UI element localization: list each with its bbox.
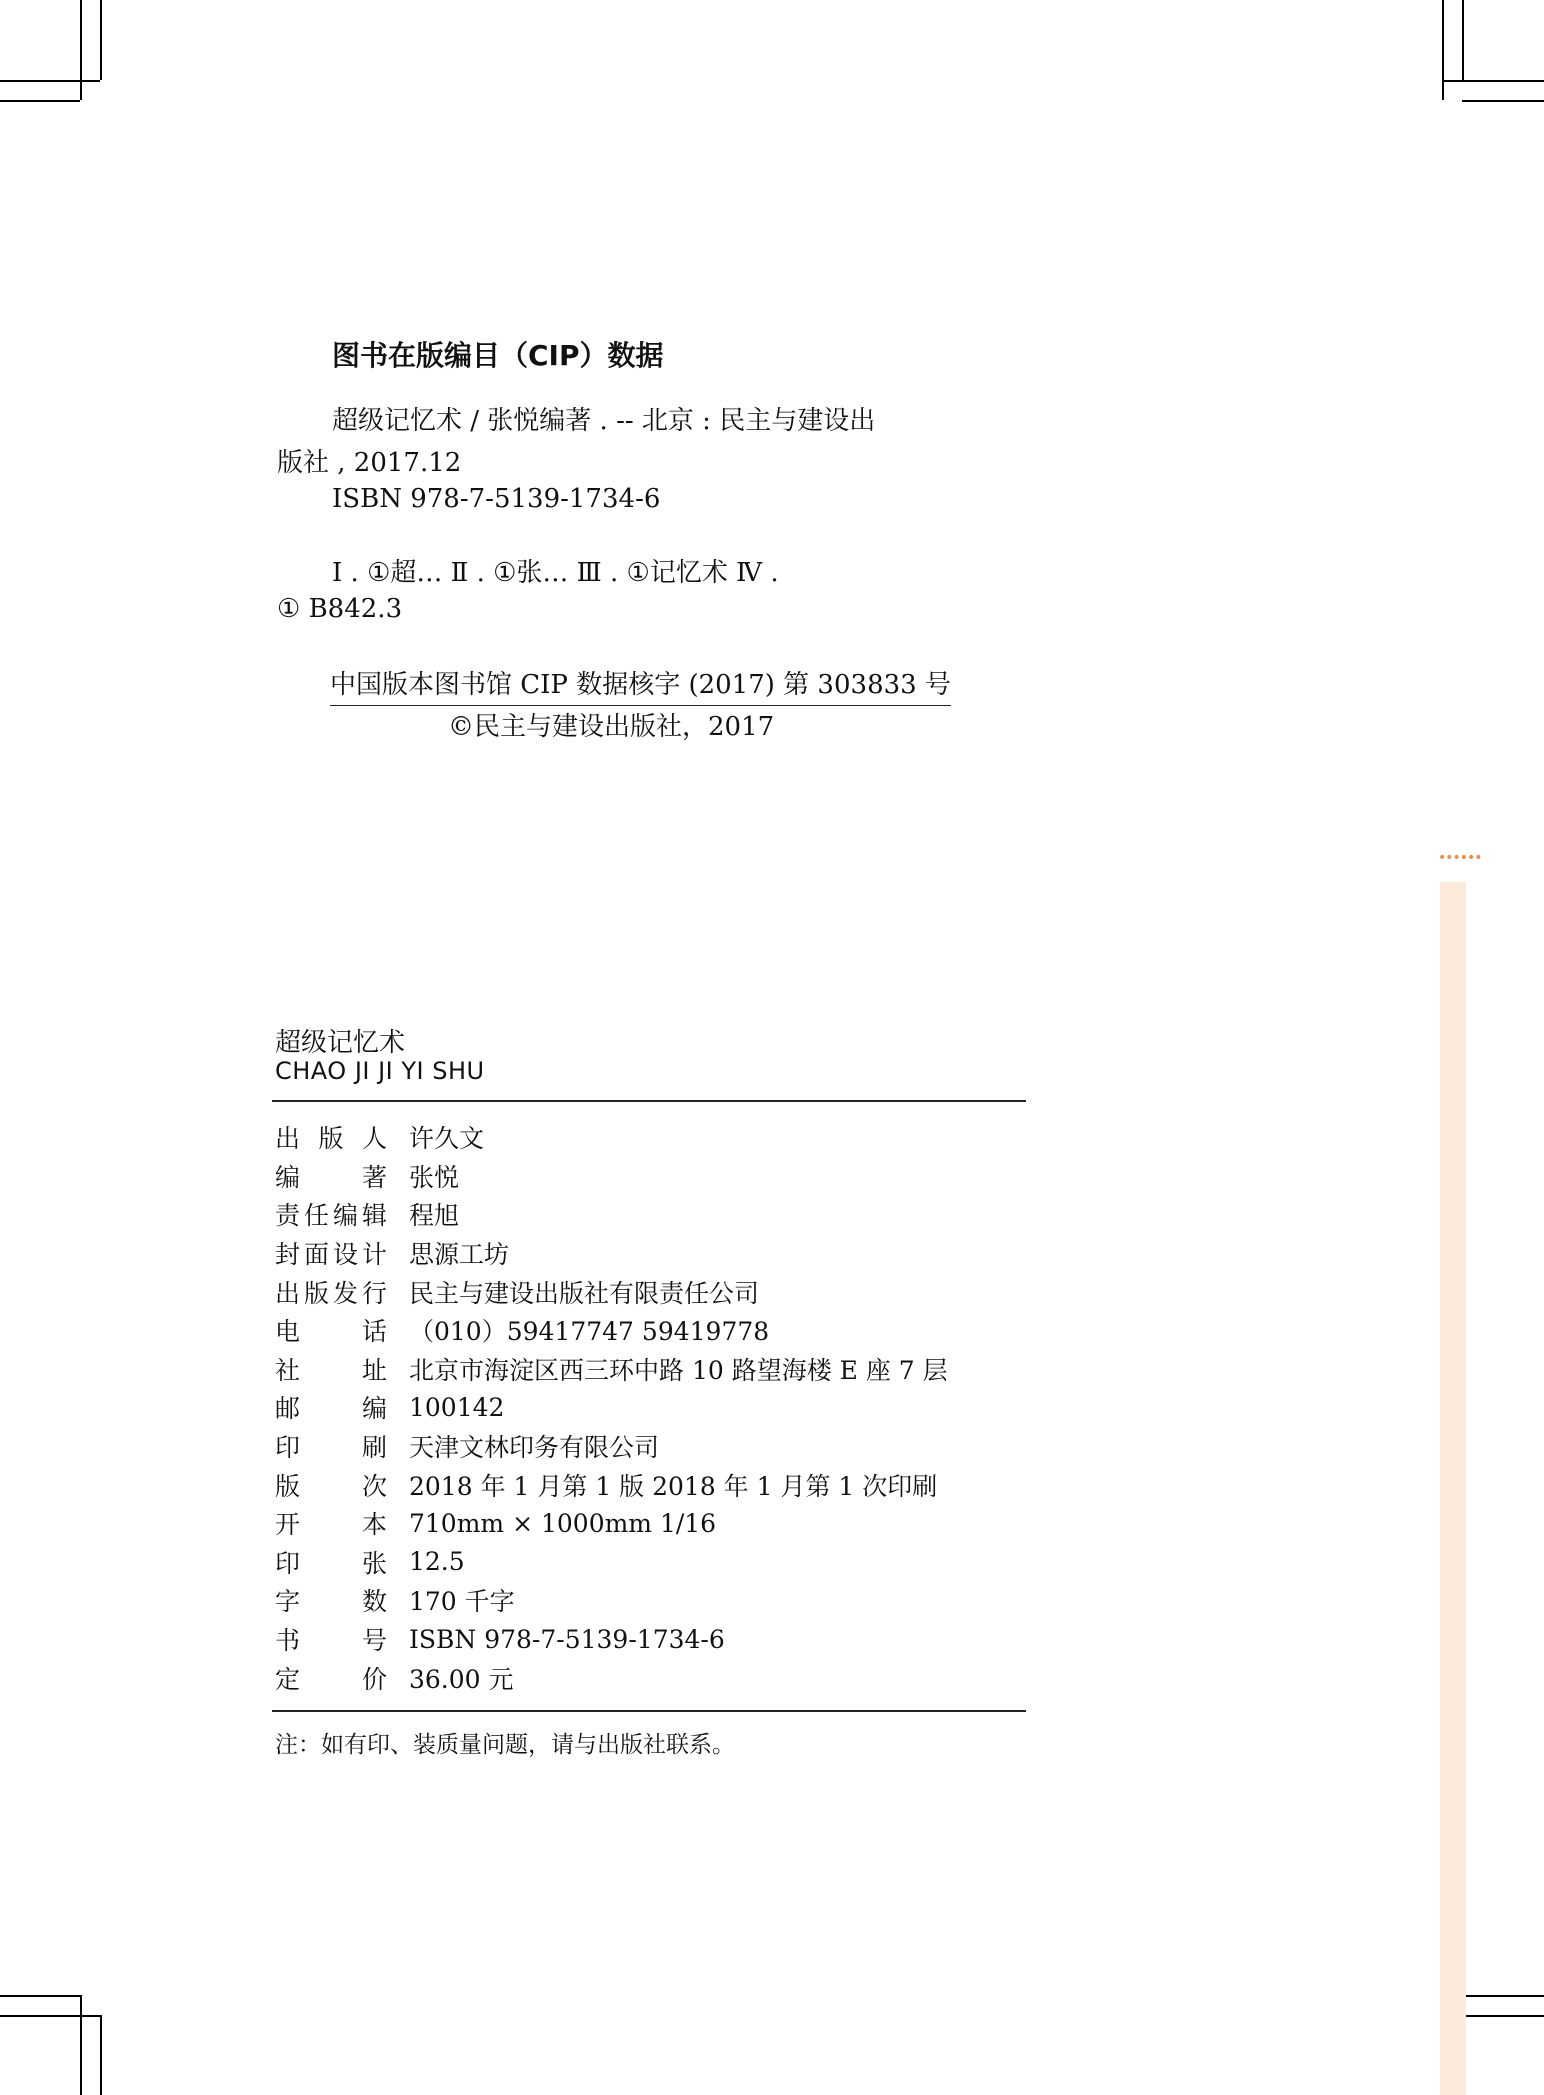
detail-label: 社址 xyxy=(275,1355,387,1385)
detail-label: 封面设计 xyxy=(275,1240,387,1270)
detail-row-printing xyxy=(275,1427,948,1466)
detail-value: 100142 xyxy=(409,1392,505,1422)
quality-note: 注：如有印、装质量问题，请与出版社联系。 xyxy=(275,1732,735,1758)
detail-label: 出版人 xyxy=(275,1124,387,1154)
detail-row-publisher xyxy=(275,1118,948,1157)
detail-label: 印刷 xyxy=(275,1433,387,1463)
detail-label: 责任编辑 xyxy=(275,1201,387,1231)
cip-heading: 图书在版编目（CIP）数据 xyxy=(332,339,664,372)
book-pinyin: CHAO JI JI YI SHU xyxy=(275,1057,485,1085)
crop-mark-bl-v2 xyxy=(100,2015,102,2095)
detail-label: 版次 xyxy=(275,1471,387,1501)
detail-label: 字数 xyxy=(275,1587,387,1617)
detail-label: 开本 xyxy=(275,1510,387,1540)
cip-record-number: 中国版本图书馆 CIP 数据核字 (2017) 第 303833 号 xyxy=(330,664,951,706)
detail-value: 170 千字 xyxy=(409,1587,515,1617)
detail-value: 民主与建设出版社有限责任公司 xyxy=(409,1278,760,1308)
detail-row-phone xyxy=(275,1311,948,1350)
detail-value: 思源工坊 xyxy=(409,1240,510,1270)
crop-mark-br-h xyxy=(1462,1995,1544,1997)
detail-value: 710mm × 1000mm 1/16 xyxy=(409,1508,717,1538)
cip-classification-1: Ⅰ . ①超… Ⅱ . ①张… Ⅲ . ①记忆术 Ⅳ . xyxy=(332,558,779,588)
detail-value: 北京市海淀区西三环中路 10 路望海楼 E 座 7 层 xyxy=(409,1355,948,1385)
detail-label: 定价 xyxy=(275,1664,387,1694)
detail-label: 出版发行 xyxy=(275,1278,387,1308)
detail-label: 邮编 xyxy=(275,1394,387,1424)
detail-label: 编著 xyxy=(275,1162,387,1192)
crop-mark-tr-v2 xyxy=(1462,0,1464,80)
top-rule xyxy=(272,1100,1026,1102)
bottom-rule xyxy=(272,1710,1026,1712)
detail-row-word-count xyxy=(275,1581,948,1620)
side-color-bar xyxy=(1440,882,1466,2095)
cip-line-1: 超级记忆术 / 张悦编著 . -- 北京 : 民主与建设出 xyxy=(332,406,876,436)
book-title: 超级记忆术 xyxy=(275,1028,406,1058)
detail-row-format xyxy=(275,1504,948,1543)
detail-value: 2018 年 1 月第 1 版 2018 年 1 月第 1 次印刷 xyxy=(409,1471,938,1501)
cip-classification-2: ① B842.3 xyxy=(277,594,403,624)
detail-row-price xyxy=(275,1658,948,1697)
copyright: ©民主与建设出版社，2017 xyxy=(448,712,775,742)
crop-mark-tl-h xyxy=(0,80,100,82)
crop-mark-bl-h xyxy=(0,1995,80,1997)
detail-value: 36.00 元 xyxy=(409,1664,514,1694)
side-dots: •••••• xyxy=(1438,850,1482,866)
crop-mark-bl-h2 xyxy=(0,2015,100,2017)
crop-mark-tr-h2 xyxy=(1462,100,1544,102)
detail-value: 张悦 xyxy=(409,1162,460,1192)
detail-row-edition xyxy=(275,1465,948,1504)
detail-value: 天津文林印务有限公司 xyxy=(409,1433,660,1463)
detail-row-sheets xyxy=(275,1543,948,1582)
detail-row-book-number xyxy=(275,1620,948,1659)
detail-row-address xyxy=(275,1350,948,1389)
crop-mark-tl-v2 xyxy=(100,0,102,80)
cip-isbn: ISBN 978-7-5139-1734-6 xyxy=(332,484,661,514)
detail-row-distribution xyxy=(275,1272,948,1311)
detail-value: （010）59417747 59419778 xyxy=(409,1317,770,1347)
crop-mark-tr-v xyxy=(1442,0,1444,100)
crop-mark-tl-v xyxy=(80,0,82,100)
detail-value: ISBN 978-7-5139-1734-6 xyxy=(409,1624,725,1654)
detail-value: 12.5 xyxy=(409,1547,465,1577)
detail-label: 书号 xyxy=(275,1626,387,1656)
detail-label: 印张 xyxy=(275,1548,387,1578)
detail-label: 电话 xyxy=(275,1317,387,1347)
crop-mark-tl-h2 xyxy=(0,100,80,102)
detail-value: 程旭 xyxy=(409,1201,460,1231)
crop-mark-bl-v xyxy=(80,1995,82,2095)
crop-mark-tr-h xyxy=(1442,80,1544,82)
detail-row-postcode xyxy=(275,1388,948,1427)
publication-details xyxy=(275,1118,948,1697)
detail-row-editor xyxy=(275,1195,948,1234)
detail-value: 许久文 xyxy=(409,1124,485,1154)
cip-line-2: 版社 , 2017.12 xyxy=(277,448,462,478)
detail-row-cover-design xyxy=(275,1234,948,1273)
detail-row-author xyxy=(275,1157,948,1196)
